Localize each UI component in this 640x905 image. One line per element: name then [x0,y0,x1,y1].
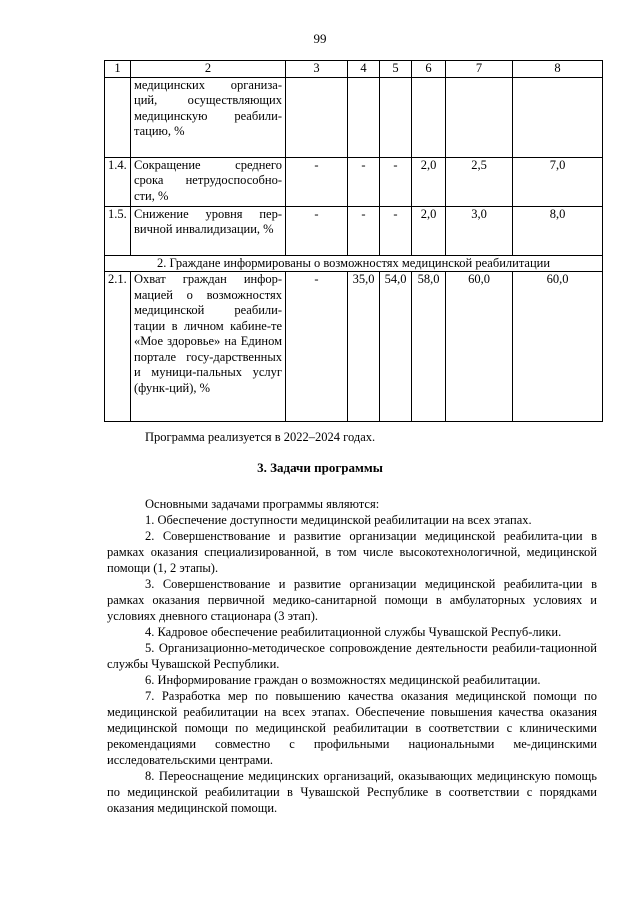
value-cell: 7,0 [513,157,603,206]
table-row [105,77,603,157]
value-cell: - [286,206,348,255]
value-cell: - [286,157,348,206]
value-cell: - [348,157,380,206]
tasks-list [107,496,597,816]
value-cell: - [380,206,412,255]
header-cell: 4 [348,61,380,78]
value-cell [412,77,446,157]
task-item: 7. Разработка мер по повышению качества оказания медицинской помощи по медицинской реабилитации на всех этапах. Обеспечение повышения качества оказания медицинской помощи по медицинской реабилитации в соответствии с клиническими рекомендациями совместно с профильными национальными ме-дицинскими исследовательскими центрами. [107,689,597,767]
value-cell: 3,0 [446,206,513,255]
value-cell: 2,0 [412,206,446,255]
task-item: 3. Совершенствование и развитие организации медицинской реабилита-ции в рамках оказания первичной медико-санитарной помощи в амбулаторных условиях и условиях дневного стационара (3 этап). [107,577,597,623]
value-cell: - [380,157,412,206]
header-cell: 8 [513,61,603,78]
value-cell: - [286,272,348,422]
value-cell: 35,0 [348,272,380,422]
value-cell: 60,0 [513,272,603,422]
row-number: 2.1. [105,272,131,422]
task-item: 4. Кадровое обеспечение реабилитационной службы Чувашской Респуб-лики. [145,625,562,639]
indicator-name: Сокращение среднего срока нетрудоспособно-сти, % [131,157,286,206]
task-item: 8. Переоснащение медицинских организаций, оказывающих медицинскую помощь по медицинской реабилитации в Чувашской Республике в соответствии с порядками оказания медицинской помощи. [107,769,597,815]
section-3-heading: 3. Задачи программы [257,460,383,475]
header-cell: 6 [412,61,446,78]
tasks-intro: Основными задачами программы являются: [145,497,380,511]
table-row [105,157,603,206]
indicator-name: Охват граждан инфор-мацией о возможностях медицинской реабили-тации в личном кабине-те «Мое здоровье» на Едином портале госу-дарственных и муници-пальных услуг (функ-ций), % [131,272,286,422]
value-cell: 2,5 [446,157,513,206]
value-cell: 54,0 [380,272,412,422]
task-item: 2. Совершенствование и развитие организации медицинской реабилита-ции в рамках оказания специализированной, в том числе высокотехнологичной, медицинской помощи (1, 2 этапы). [107,529,597,575]
value-cell: 58,0 [412,272,446,422]
page-number: 99 [313,31,327,46]
row-number: 1.4. [105,157,131,206]
header-cell: 7 [446,61,513,78]
indicators-table [104,60,603,422]
row-number [105,77,131,157]
task-item: 6. Информирование граждан о возможностях медицинской реабилитации. [145,673,541,687]
value-cell: 60,0 [446,272,513,422]
header-cell: 3 [286,61,348,78]
indicator-name: медицинских организа-ций, осуществляющих медицинскую реабили-тацию, % [131,77,286,157]
table-row [105,272,603,422]
indicator-name: Снижение уровня пер-вичной инвалидизации, % [131,206,286,255]
table-row [105,206,603,255]
section-2-title: 2. Граждане информированы о возможностях медицинской реабилитации [105,255,603,272]
task-item: 5. Организационно-методическое сопровождение деятельности реабили-тационной службы Чувашской Республики. [107,641,597,671]
value-cell: - [348,206,380,255]
program-period-block [107,429,597,445]
value-cell [348,77,380,157]
value-cell [380,77,412,157]
header-cell: 5 [380,61,412,78]
value-cell [513,77,603,157]
program-period: Программа реализуется в 2022–2024 годах. [145,430,376,444]
table-header-row [105,61,603,78]
header-cell: 2 [131,61,286,78]
value-cell [446,77,513,157]
header-cell: 1 [105,61,131,78]
section-row [105,255,603,272]
row-number: 1.5. [105,206,131,255]
value-cell: 8,0 [513,206,603,255]
task-item: 1. Обеспечение доступности медицинской реабилитации на всех этапах. [145,513,532,527]
value-cell [286,77,348,157]
value-cell: 2,0 [412,157,446,206]
